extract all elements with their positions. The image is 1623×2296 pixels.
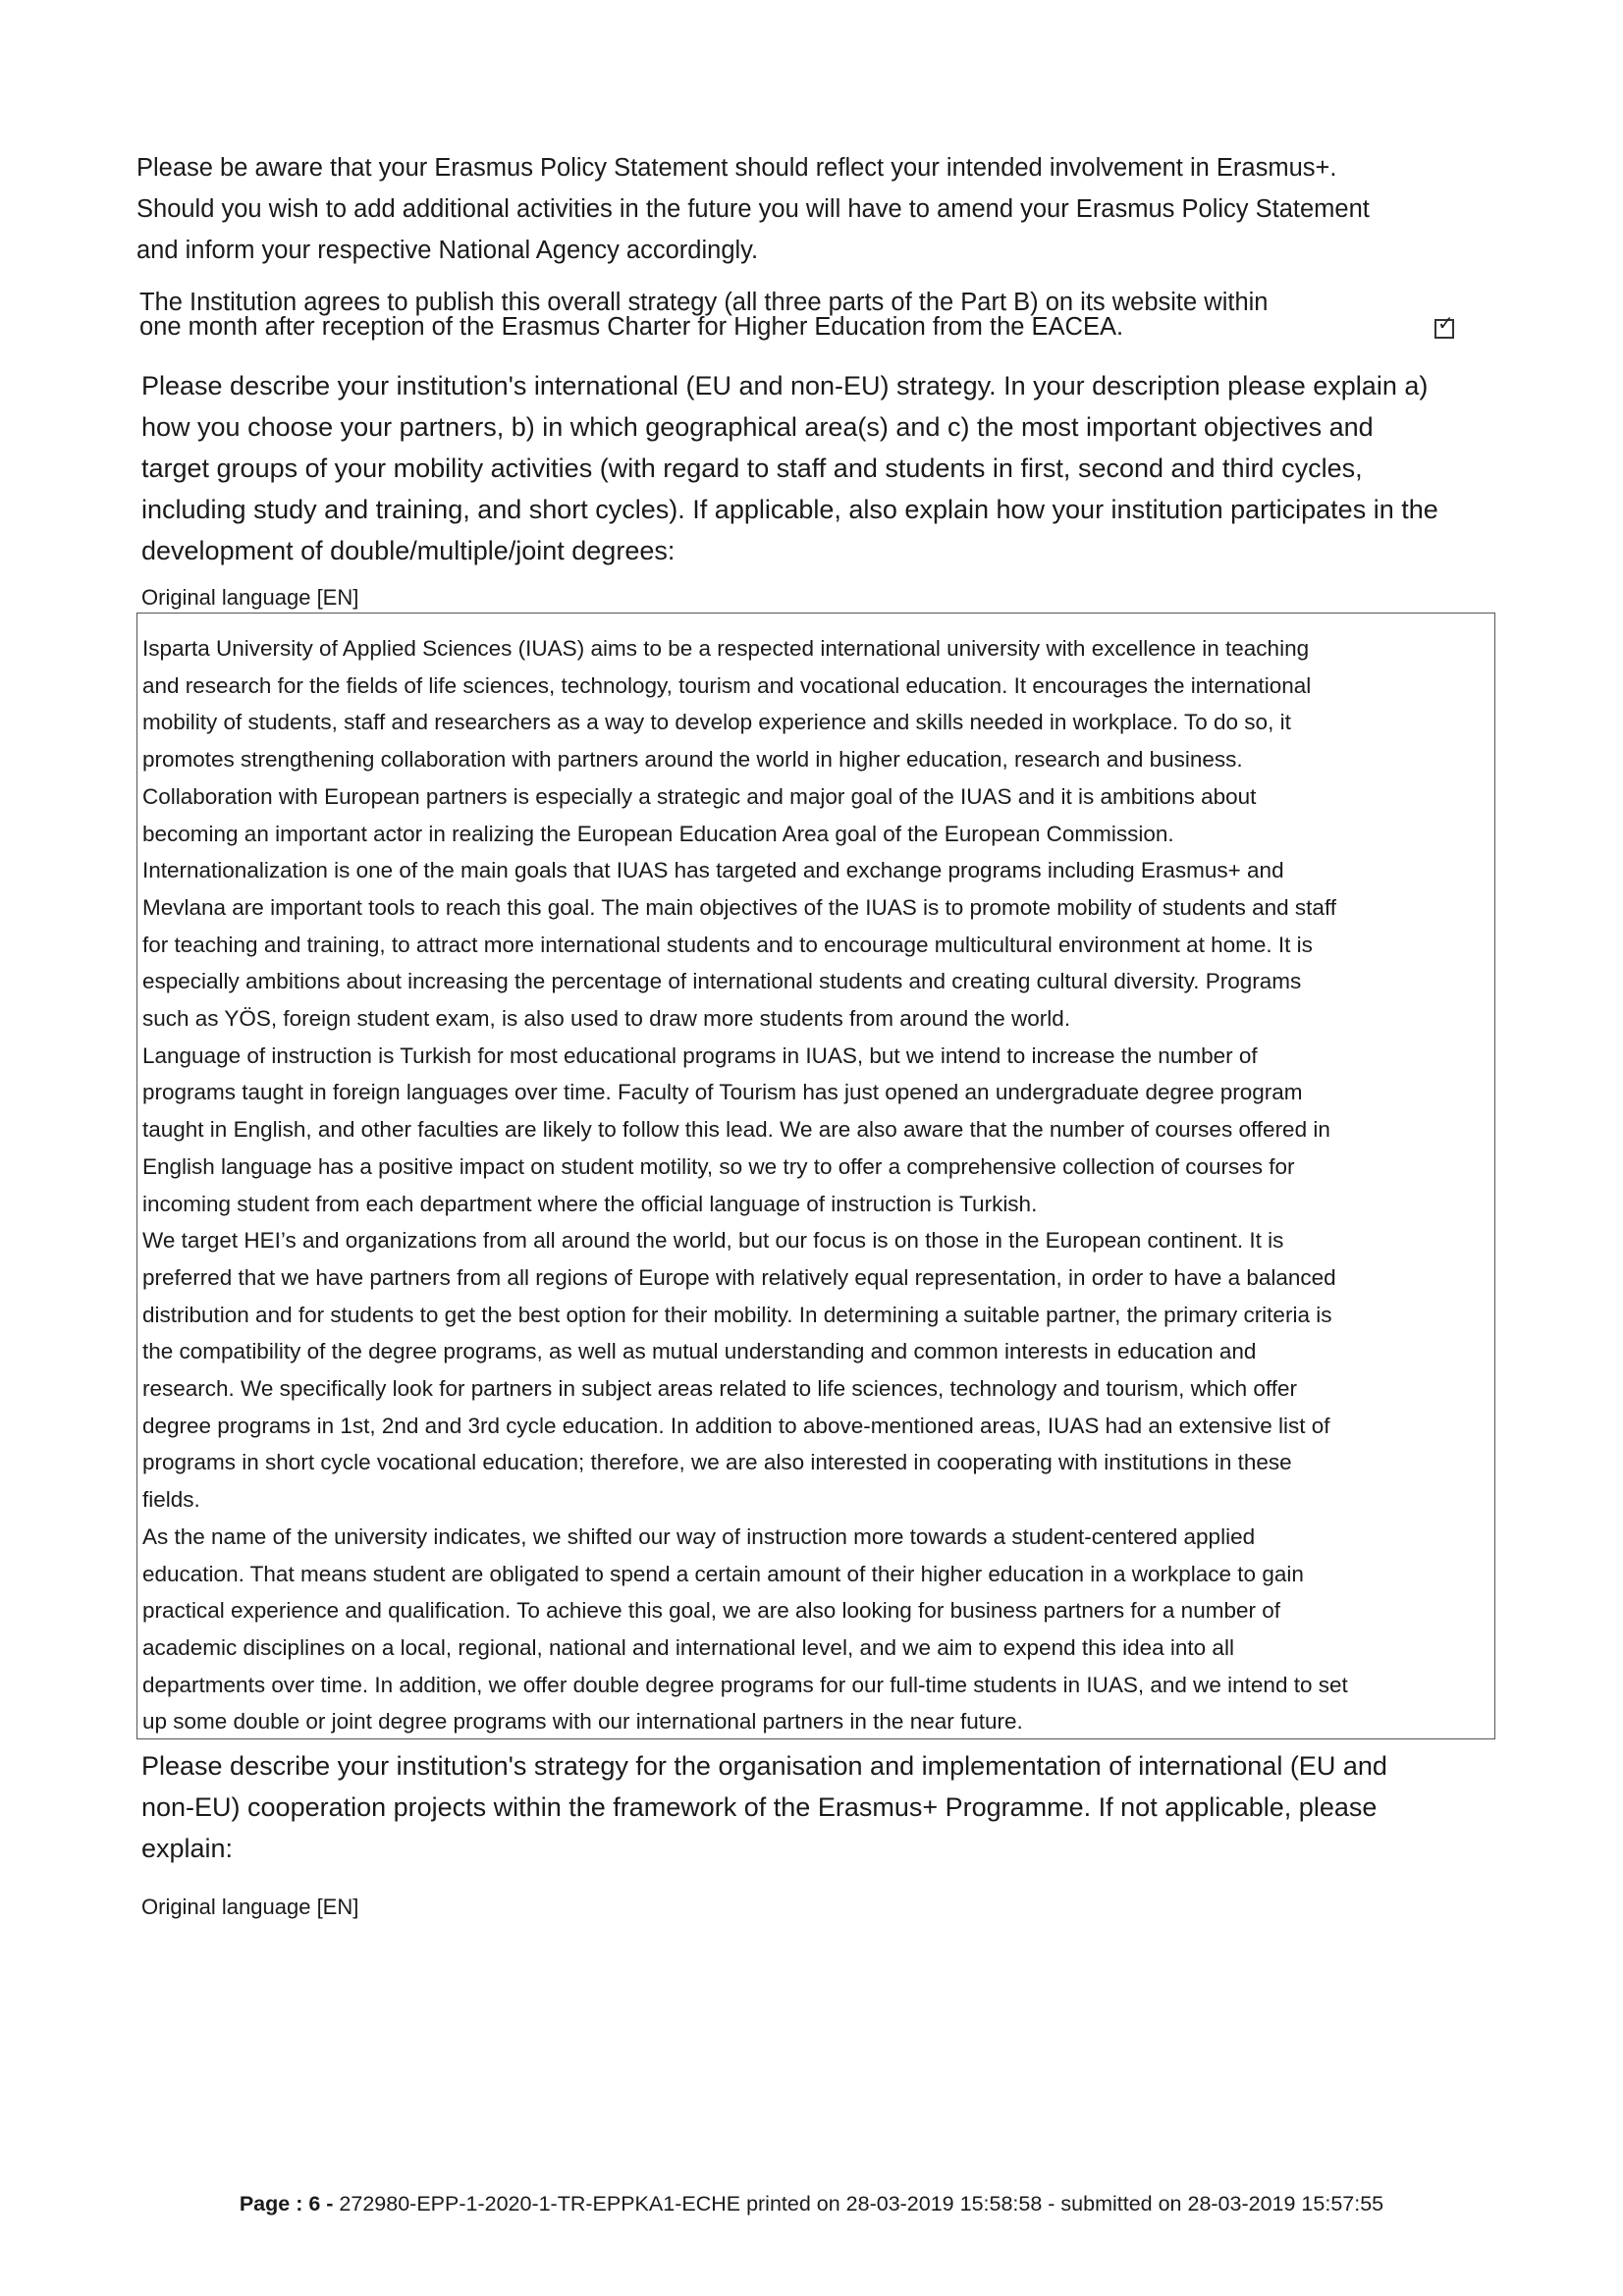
cooperation-question-prompt: Please describe your institution's strategy for the organisation and implementation of international (EU and non-EU) cooperation projects within the framework of the Erasmus+ Programme. If not applicable, please explain: — [141, 1751, 1387, 1863]
checkmark-icon: ✓ — [1437, 311, 1454, 335]
strategy-language-label: Original language [EN] — [141, 585, 359, 610]
intro-paragraph: Please be aware that your Erasmus Policy Statement should reflect your intended involvement in Erasmus+. Should you wish to add additional activities in the future you will have to amend your Erasmus Policy Statement and inform your respective National Agency accordingly. — [136, 154, 1370, 264]
footer-page-number: Page : 6 - — [239, 2192, 334, 2216]
publish-agreement-checkbox[interactable] — [1434, 311, 1454, 339]
publish-agreement-text: The Institution agrees to publish this overall strategy (all three parts of the Part B) on its website within one month after reception of the Erasmus Charter for Higher Education from the EACEA. — [139, 289, 1269, 341]
footer-details: 272980-EPP-1-2020-1-TR-EPPKA1-ECHE printed on 28-03-2019 15:58:58 - submitted on 28-03-2019 15:57:55 — [333, 2192, 1384, 2216]
cooperation-language-label: Original language [EN] — [141, 1895, 359, 1919]
page-footer — [0, 2191, 1623, 2216]
strategy-answer-box[interactable] — [136, 613, 1495, 1739]
strategy-question-prompt: Please describe your institution's international (EU and non-EU) strategy. In your description please explain a) how you choose your partners, b) in which geographical area(s) and c) the most important objectives and target groups of your mobility activities (with regard to staff and students in first, second and third cycles, including study and training, and short cycles). If applicable, also explain how your institution participates in the development of double/multiple/joint degrees: — [141, 371, 1438, 565]
strategy-answer-text: Isparta University of Applied Sciences (IUAS) aims to be a respected international university with excellence in teaching and research for the fields of life sciences, technology, tourism and vocational education. It encourages the international mobility of students, staff and researchers as a way to develop experience and skills needed in workplace. To do so, it promotes strengthening collaboration with partners around the world in higher education, research and business. Collaboration with European partners is especially a strategic and major goal of the IUAS and it is ambitions about becoming an important actor in realizing the European Education Area goal of the European Commission. Internationalization is one of the main goals that IUAS has targeted and exchange programs including Erasmus+ and Mevlana are important tools to reach this goal. The main objectives of the IUAS is to promote mobility of students and staff for teaching and training, to attract more international students and to encourage multicultural environment at home. It is especially ambitions about increasing the percentage of international students and creating cultural diversity. Programs such as YÖS, foreign student exam, is also used to draw more students from around the world. Language of instruction is Turkish for most educational programs in IUAS, but we intend to increase the number of programs taught in foreign languages over time. Faculty of Tourism has just opened an undergraduate degree program taught in English, and other faculties are likely to follow this lead. We are also aware that the number of courses offered in English language has a positive impact on student motility, so we try to offer a comprehensive collection of courses for incoming student from each department where the official language of instruction is Turkish. We target HEI’s and organizations from all around the world, but our focus is on those in the European continent. It is preferred that we have partners from all regions of Europe with relatively equal representation, in order to have a balanced distribution and for students to get the best option for their mobility. In determining a suitable partner, the primary criteria is the compatibility of the degree programs, as well as mutual understanding and common interests in education and research. We specifically look for partners in subject areas related to life sciences, technology and tourism, which offer degree programs in 1st, 2nd and 3rd cycle education. In addition to above-mentioned areas, IUAS had an extensive list of programs in short cycle vocational education; therefore, we are also interested in cooperating with institutions in these fields. As the name of the university indicates, we shifted our way of instruction more towards a student-centered applied education. That means student are obligated to spend a certain amount of their higher education in a workplace to gain practical experience and qualification. To achieve this goal, we are also looking for business partners for a number of academic disciplines on a local, regional, national and international level, and we aim to expend this idea into all departments over time. In addition, we offer double degree programs for our full-time students in IUAS, and we intend to set up some double or joint degree programs with our international partners in the near future. — [142, 636, 1348, 1735]
